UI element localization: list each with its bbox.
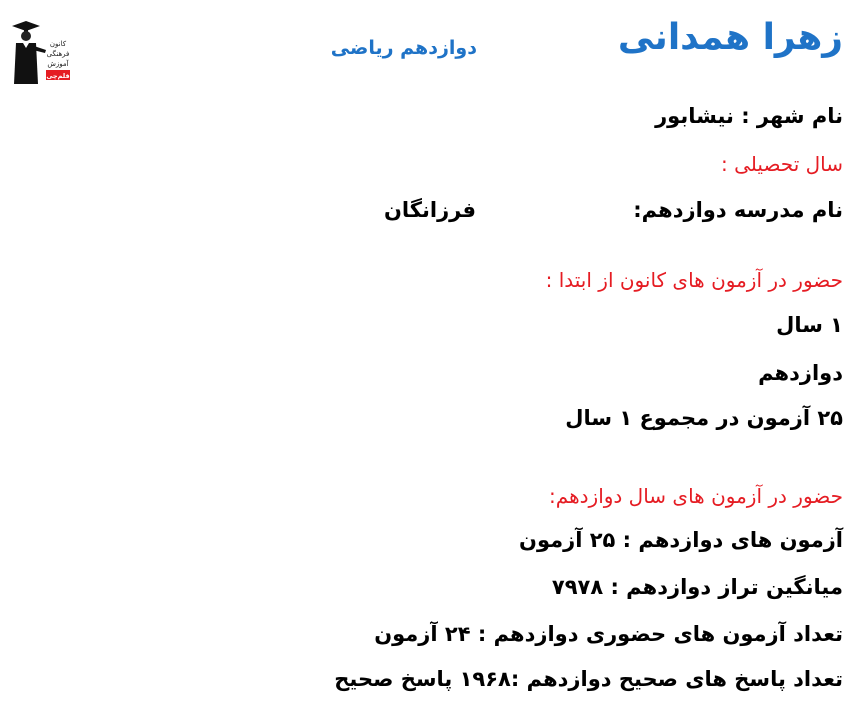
kanoon-grade: دوازدهم — [758, 361, 843, 385]
logo-text-2: فرهنگی — [46, 50, 70, 58]
logo-text-3: آموزش — [47, 60, 69, 68]
grade12-exams: آزمون های دوازدهم : ۲۵ آزمون — [519, 528, 843, 552]
grade12-in-person: تعداد آزمون های حضوری دوازدهم : ۲۴ آزمون — [374, 622, 843, 646]
logo-badge: قلم‌چی — [46, 72, 70, 80]
graduate-figure-icon — [12, 21, 46, 84]
student-name: زهرا همدانی — [617, 17, 843, 58]
logo-text-1: کانون — [49, 40, 67, 48]
school-value: فرزانگان — [383, 198, 476, 222]
kanoon-total: ۲۵ آزمون در مجموع ۱ سال — [565, 406, 843, 430]
kanoon-years: ۱ سال — [776, 313, 843, 337]
city-line: نام شهر : نیشابور — [655, 104, 843, 128]
kanoon-logo — [8, 16, 70, 86]
school-label: نام مدرسه دوازدهم: — [633, 198, 843, 222]
kanoon-history-heading: حضور در آزمون های کانون از ابتدا : — [545, 268, 843, 292]
grade-track: دوازدهم ریاضی — [330, 37, 477, 59]
academic-year-label: سال تحصیلی : — [721, 152, 843, 176]
grade12-heading: حضور در آزمون های سال دوازدهم: — [549, 484, 843, 508]
grade12-avg-score: میانگین تراز دوازدهم : ۷۹۷۸ — [551, 575, 843, 599]
grade12-correct-answers: تعداد پاسخ های صحیح دوازدهم :۱۹۶۸ پاسخ صحیح — [334, 667, 843, 691]
